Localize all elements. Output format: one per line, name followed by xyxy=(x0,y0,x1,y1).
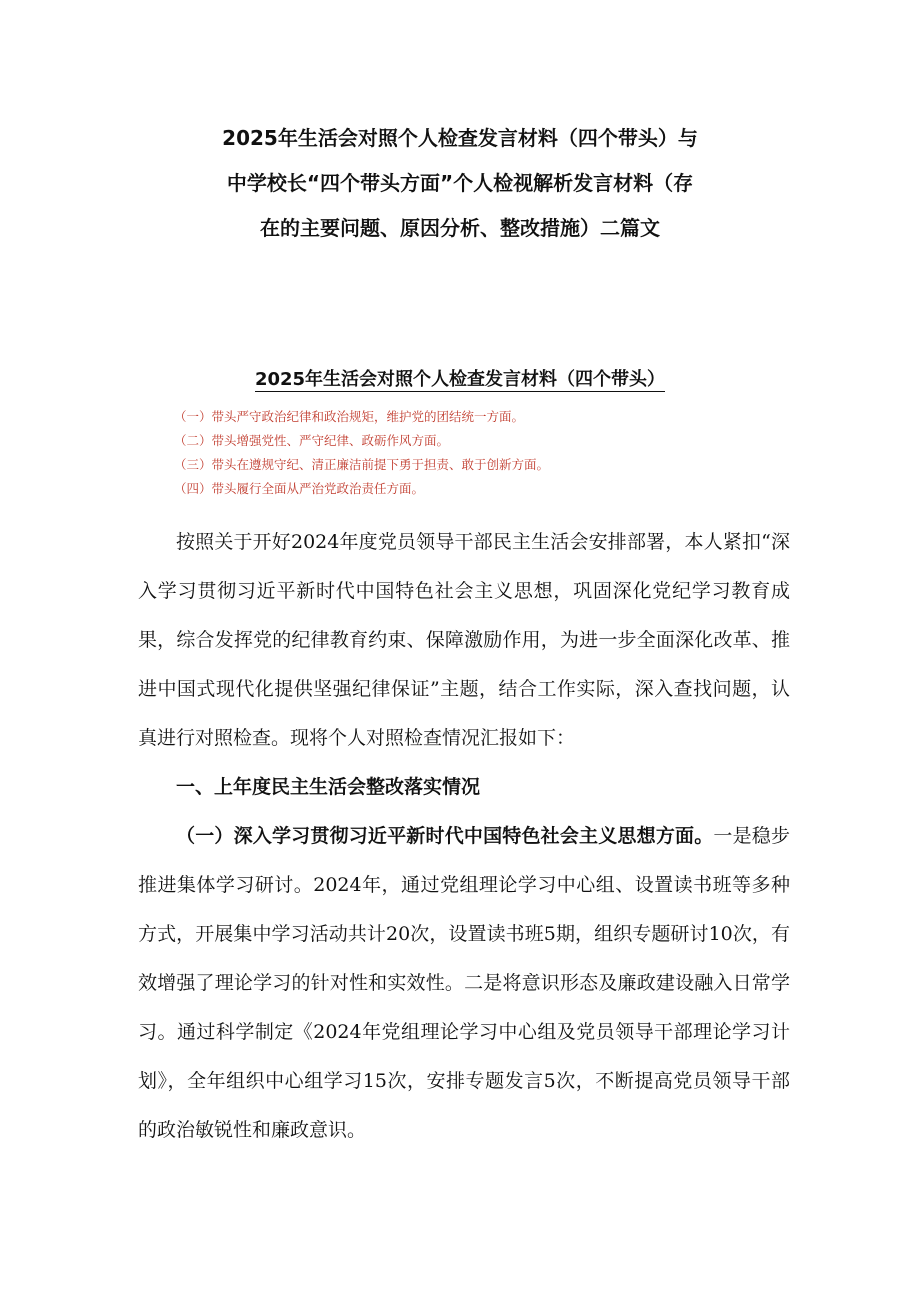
section-heading: 一、上年度民主生活会整改落实情况 xyxy=(176,776,481,798)
outline-item-4: （四）带头履行全面从严治党政治责任方面。 xyxy=(174,481,425,496)
document-title xyxy=(140,116,780,251)
title-line-2: 中学校长“四个带头方面”个人检视解析发言材料（存 xyxy=(226,171,694,195)
outline-list xyxy=(174,405,774,501)
paragraph-lead: （一）深入学习贯彻习近平新时代中国特色社会主义思想方面。 xyxy=(176,825,714,847)
document-body xyxy=(138,518,790,1155)
outline-item-2: （二）带头增强党性、严守纪律、政砺作风方面。 xyxy=(174,433,450,448)
title-line-3: 在的主要问题、原因分析、整改措施）二篇文 xyxy=(260,216,660,240)
paragraph-text: 一是稳步推进集体学习研讨。2024年，通过党组理论学习中心组、设置读书班等多种方式，开展集中学习活动共计20次，设置读书班5期，组织专题研讨10次，有效增强了理论学习的针对性和实效性。二是将意识形态及廉政建设融入日常学习。通过科学制定《2024年党组理论学习中心组及党员领导干部理论学习计划》，全年组织中心组学习15次，安排专题发言5次，不断提高党员领导干部的政治敏锐性和廉政意识。 xyxy=(138,825,790,1141)
section-title xyxy=(140,367,780,393)
outline-item-1: （一）带头严守政治纪律和政治规矩，维护党的团结统一方面。 xyxy=(174,409,525,424)
intro-paragraph: 按照关于开好2024年度党员领导干部民主生活会安排部署，本人紧扣“深入学习贯彻习近平新时代中国特色社会主义思想，巩固深化党纪学习教育成果，综合发挥党的纪律教育约束、保障激励作用，为进一步全面深化改革、推进中国式现代化提供坚强纪律保证”主题，结合工作实际，深入查找问题，认真进行对照检查。现将个人对照检查情况汇报如下： xyxy=(138,531,790,749)
outline-item-3: （三）带头在遵规守纪、清正廉洁前提下勇于担责、敢于创新方面。 xyxy=(174,457,550,472)
section-paragraph xyxy=(138,812,790,1155)
title-line-1: 2025年生活会对照个人检查发言材料（四个带头）与 xyxy=(222,126,698,150)
section-title-text: 2025年生活会对照个人检查发言材料（四个带头） xyxy=(254,369,666,390)
